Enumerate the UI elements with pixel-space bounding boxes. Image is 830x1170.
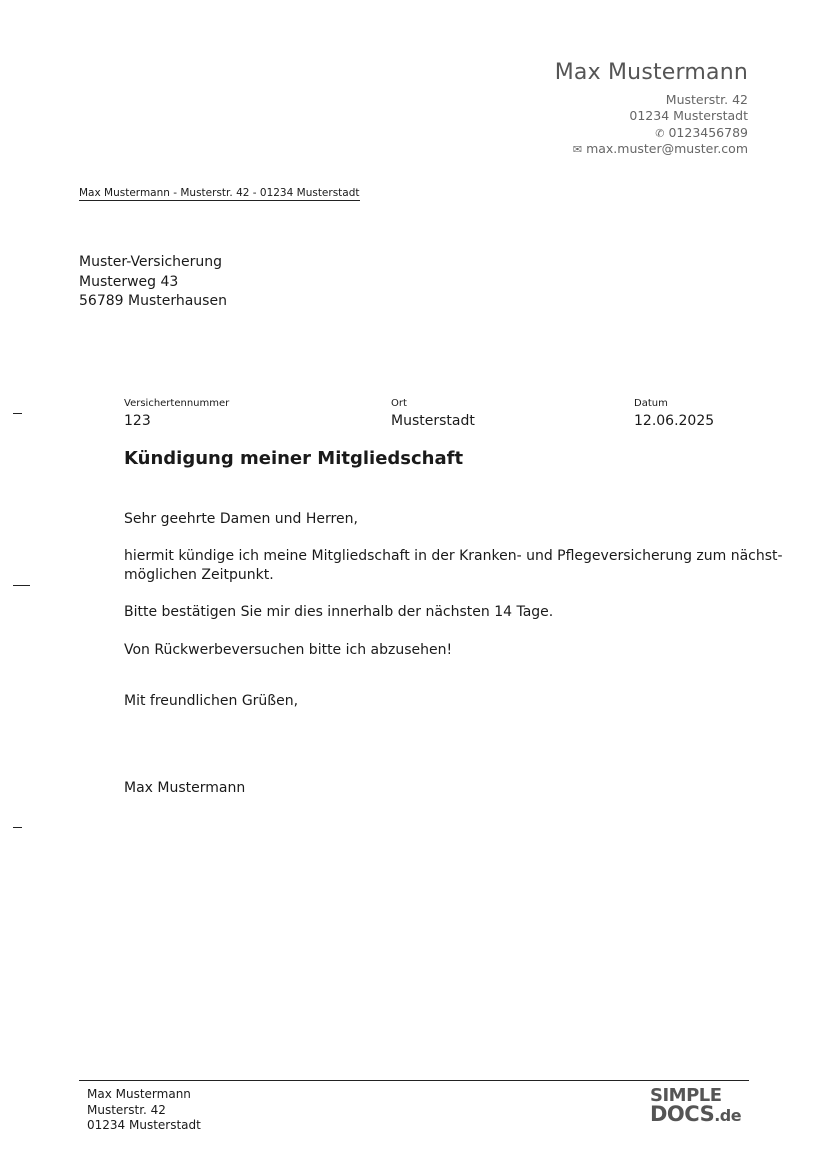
footer-rule [79,1080,749,1081]
logo-line-2 [650,1102,742,1126]
sender-email: max.muster@muster.com [586,141,748,156]
punch-mark [13,585,30,586]
return-address: Max Mustermann - Musterstr. 42 - 01234 Musterstadt [79,187,360,199]
paragraph-1-line-1: hiermit kündige ich meine Mitgliedschaft in der Kranken- und Pflegeversicherung zum nächst- [124,548,783,564]
paragraph-3: Von Rückwerbeversuchen bitte ich abzusehen! [124,642,453,658]
closing: Mit freundlichen Grüßen, [124,693,299,709]
logo-docs: DOCS [650,1102,715,1126]
paragraph-2: Bitte bestätigen Sie mir dies innerhalb der nächsten 14 Tage. [124,604,554,620]
recipient-address [79,253,227,312]
logo-suffix: .de [714,1106,742,1125]
recipient-line2: Musterweg 43 [79,273,179,290]
paragraph-1-line-2: möglichen Zeitpunkt. [124,567,274,583]
phone-icon: ✆ [655,127,665,140]
policy-number-value: 123 [124,413,151,429]
recipient-line3: 56789 Musterhausen [79,293,227,309]
footer-address [87,1087,201,1134]
fold-mark-top [13,413,22,414]
paragraph-1 [124,547,783,585]
envelope-icon: ✉ [572,143,583,156]
date-value: 12.06.2025 [634,413,715,429]
footer-name: Max Mustermann [87,1087,191,1101]
place-label: Ort [391,398,407,409]
sender-email-line [573,141,748,156]
letter-subject: Kündigung meiner Mitgliedschaft [124,448,464,469]
logo-line-1: SIMPLE [650,1085,722,1106]
sender-phone-line [655,125,748,140]
signature-name: Max Mustermann [124,780,246,796]
date-label: Datum [634,398,668,409]
fold-mark-bottom [13,827,22,828]
simpledocs-logo [650,1087,741,1125]
sender-street: Musterstr. 42 [665,92,748,107]
sender-city: 01234 Musterstadt [629,108,748,123]
recipient-line1: Muster-Versicherung [79,254,223,270]
sender-phone: 0123456789 [668,125,748,140]
policy-number-label: Versichertennummer [124,398,230,409]
place-value: Musterstadt [391,413,475,429]
sender-name: Max Mustermann [554,60,748,85]
footer-street: Musterstr. 42 [87,1102,166,1117]
footer-city: 01234 Musterstadt [87,1118,201,1132]
salutation: Sehr geehrte Damen und Herren, [124,511,358,527]
